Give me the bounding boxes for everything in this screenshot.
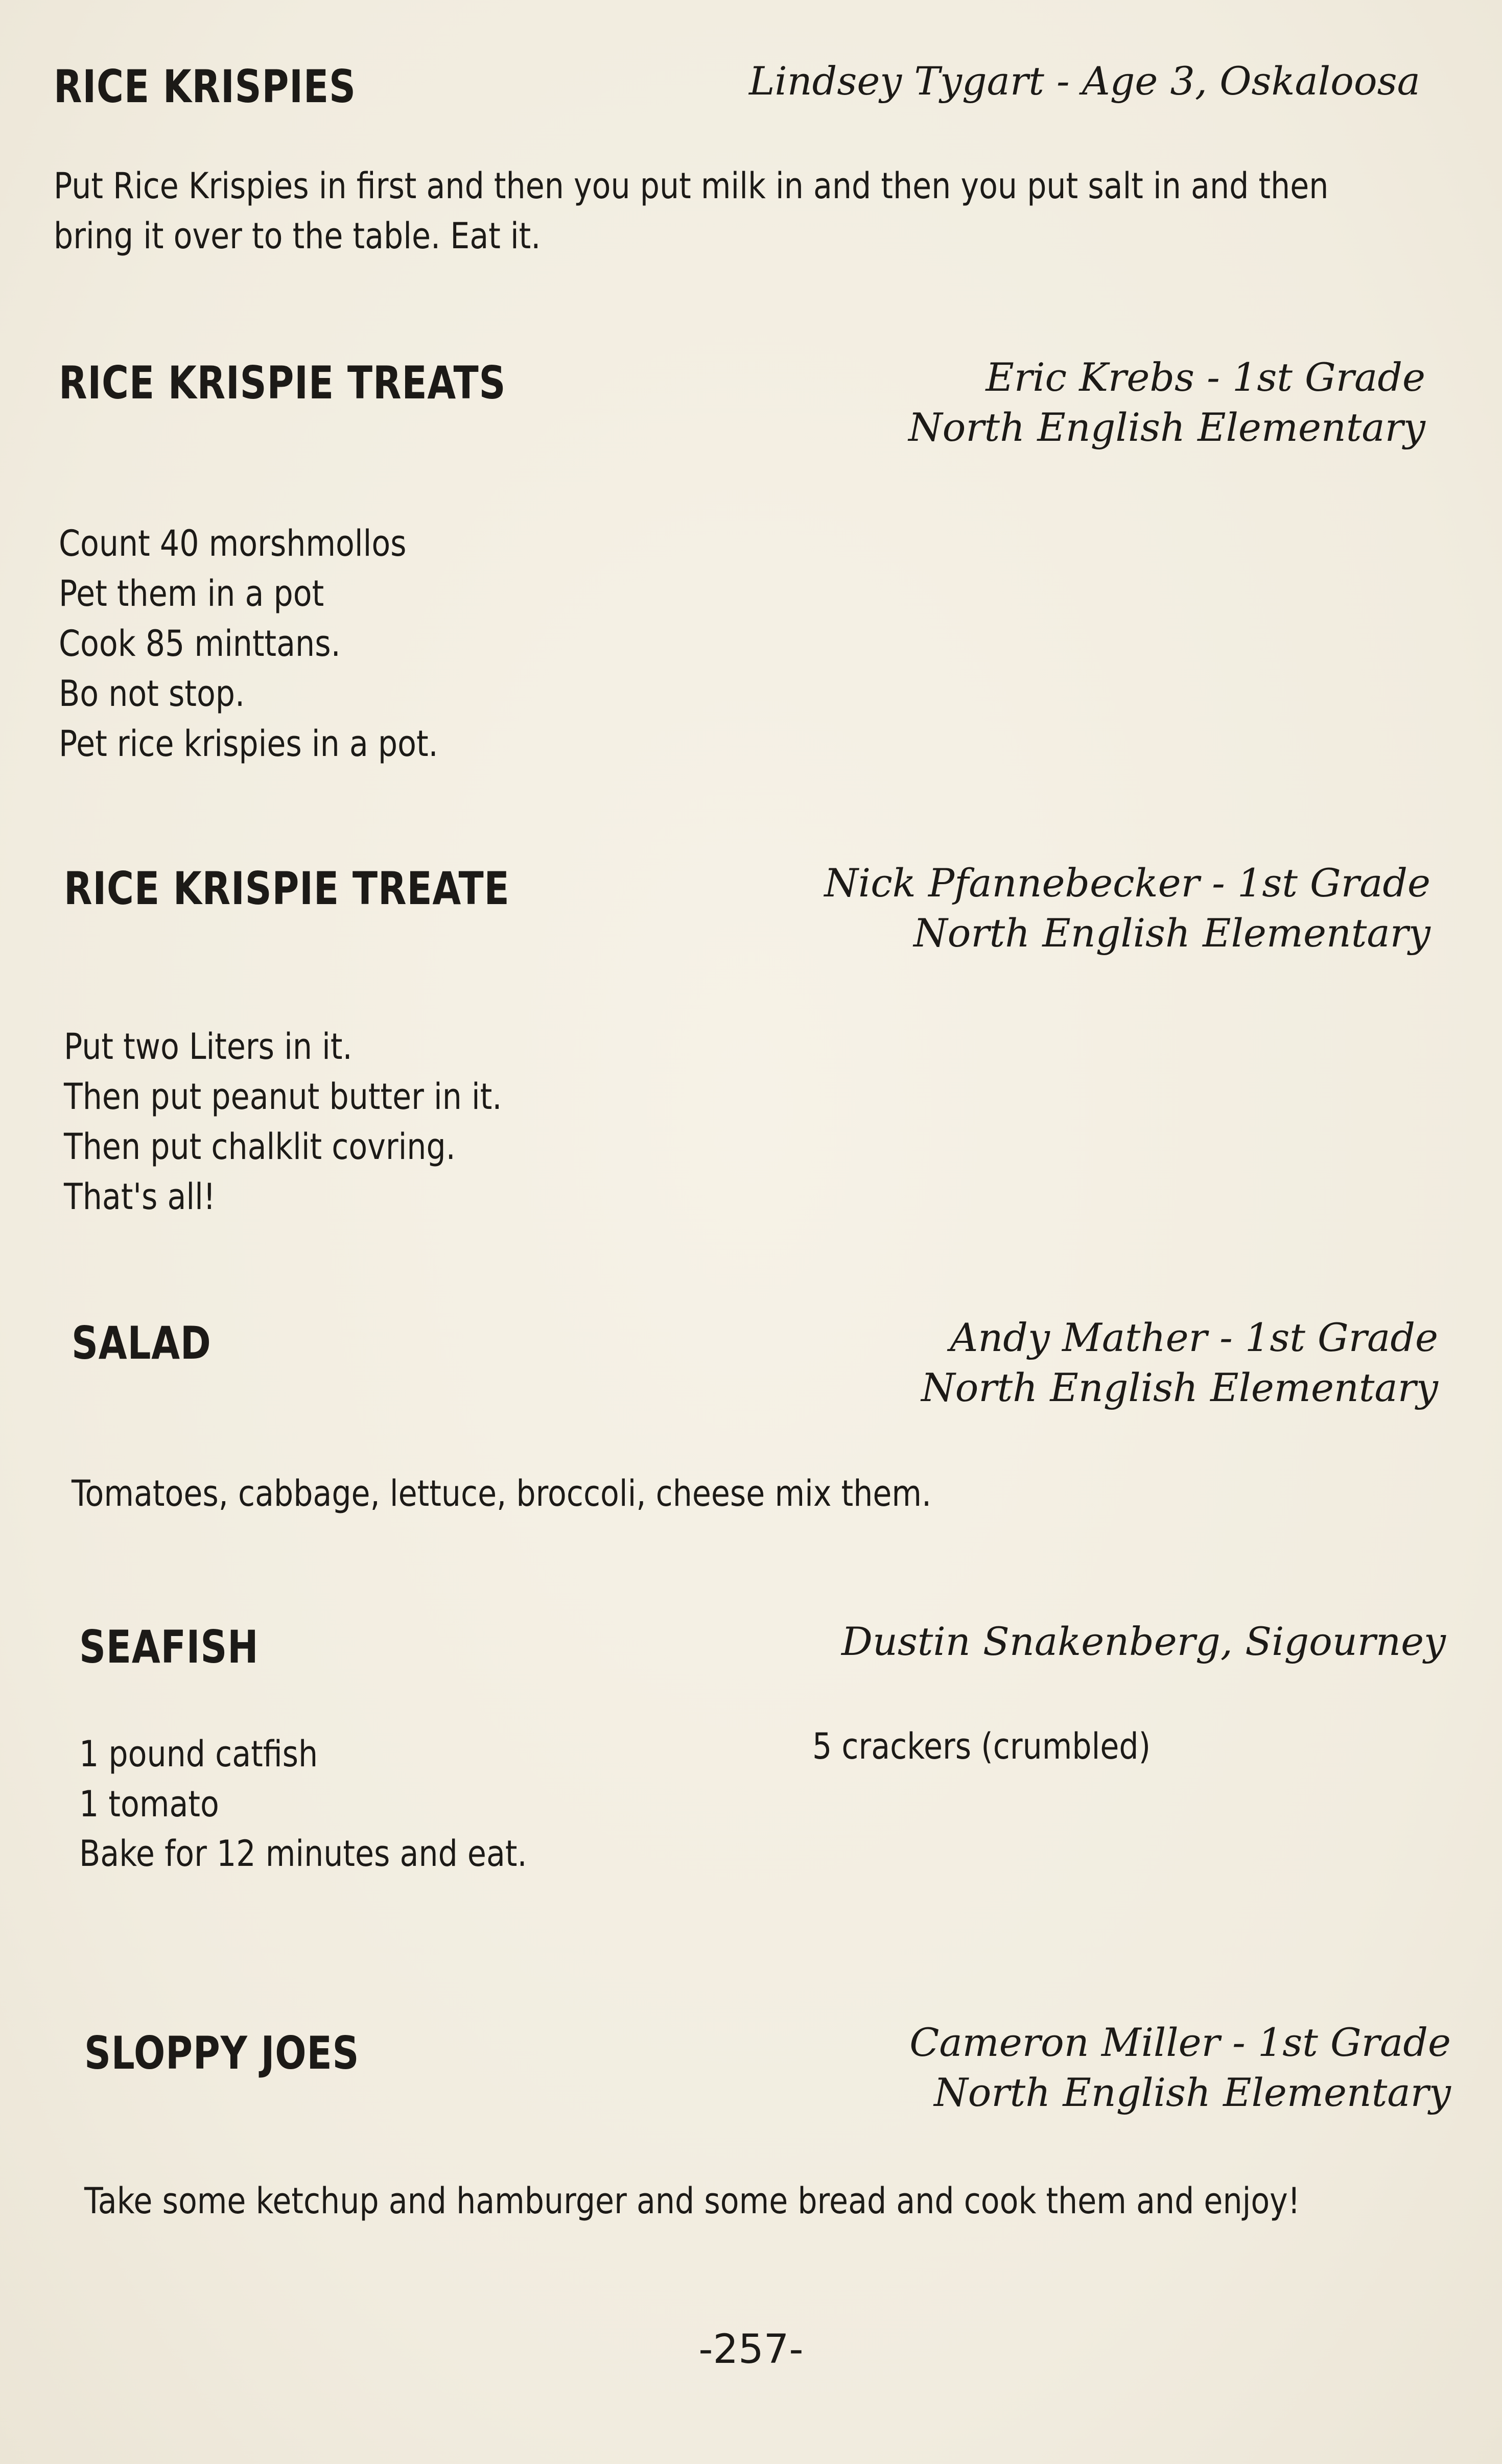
instruction-line: Bake for 12 minutes and eat. bbox=[79, 1833, 527, 1875]
instruction-line: bring it over to the table. Eat it. bbox=[54, 215, 541, 257]
credit-line: North English Elementary bbox=[913, 910, 1430, 956]
credit-line: Nick Pfannebecker - 1st Grade bbox=[824, 860, 1430, 906]
instruction-line: Pet rice krispies in a pot. bbox=[59, 723, 438, 765]
recipe-instructions bbox=[79, 1829, 527, 1879]
ingredient-line: 1 tomato bbox=[79, 1783, 219, 1825]
credit-line: North English Elementary bbox=[921, 1365, 1438, 1410]
recipe-rice-krispie-treate bbox=[64, 858, 1430, 1236]
credit-line: Dustin Snakenberg, Sigourney bbox=[841, 1619, 1446, 1664]
ingredients-left bbox=[79, 1729, 318, 1829]
recipe-instructions bbox=[54, 161, 1328, 261]
instruction-line: Pet them in a pot bbox=[59, 573, 324, 614]
recipe-title: RICE KRISPIE TREATS bbox=[59, 357, 506, 409]
recipe-title: SALAD bbox=[72, 1317, 212, 1369]
credit-line: Eric Krebs - 1st Grade bbox=[985, 354, 1425, 400]
recipe-rice-krispie-treats bbox=[59, 352, 1425, 776]
credit-line: Cameron Miller - 1st Grade bbox=[909, 2020, 1451, 2065]
instruction-line: Cook 85 minttans. bbox=[59, 623, 341, 665]
recipe-credit bbox=[908, 352, 1425, 453]
recipe-instructions bbox=[84, 2176, 1300, 2226]
ingredient-line: 5 crackers (crumbled) bbox=[812, 1725, 1151, 1767]
credit-line: North English Elementary bbox=[908, 405, 1425, 450]
instruction-line: Tomatoes, cabbage, lettuce, broccoli, cheese mix them. bbox=[72, 1473, 932, 1514]
ingredients-right bbox=[812, 1721, 1151, 1771]
recipe-credit bbox=[824, 858, 1430, 958]
page-number: -257- bbox=[698, 2327, 804, 2373]
recipe-title: RICE KRISPIES bbox=[54, 60, 356, 113]
credit-line: Andy Mather - 1st Grade bbox=[950, 1315, 1438, 1360]
instruction-line: Bo not stop. bbox=[59, 673, 245, 715]
instruction-line: Then put chalklit covring. bbox=[64, 1126, 456, 1168]
recipe-seafish bbox=[79, 1617, 1446, 1933]
recipe-credit bbox=[909, 2018, 1451, 2118]
ingredient-line: 1 pound catfish bbox=[79, 1733, 318, 1775]
credit-line: Lindsey Tygart - Age 3, Oskaloosa bbox=[748, 58, 1420, 104]
instruction-line: Put two Liters in it. bbox=[64, 1026, 353, 1068]
instruction-line: Count 40 morshmollos bbox=[59, 523, 407, 564]
instruction-line: That's all! bbox=[64, 1176, 216, 1218]
recipe-instructions bbox=[64, 1022, 502, 1222]
instruction-line: Take some ketchup and hamburger and some bread and cook them and enjoy! bbox=[84, 2180, 1300, 2222]
recipe-sloppy-joes bbox=[84, 2018, 1451, 2247]
recipe-title: RICE KRISPIE TREATE bbox=[64, 862, 510, 915]
recipe-salad bbox=[72, 1313, 1438, 1527]
instruction-line: Put Rice Krispies in first and then you put milk in and then you put salt in and then bbox=[54, 165, 1329, 207]
recipe-title: SLOPPY JOES bbox=[84, 2027, 360, 2079]
recipe-instructions bbox=[72, 1468, 931, 1519]
instruction-line: Then put peanut butter in it. bbox=[64, 1076, 502, 1118]
recipe-credit bbox=[749, 56, 1420, 106]
recipe-title: SEAFISH bbox=[79, 1621, 259, 1673]
recipe-credit bbox=[841, 1617, 1446, 1667]
recipe-instructions bbox=[59, 518, 438, 769]
credit-line: North English Elementary bbox=[934, 2070, 1451, 2115]
recipe-credit bbox=[921, 1313, 1438, 1413]
recipe-rice-krispies bbox=[54, 56, 1420, 271]
